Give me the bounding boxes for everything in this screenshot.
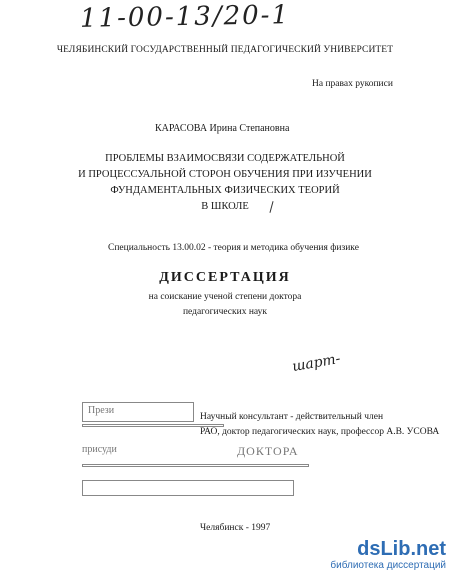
city-year: Челябинск - 1997 [200, 523, 271, 533]
stamp-rule [82, 464, 309, 467]
degree-line: педагогических наук [182, 307, 268, 317]
university-name: ЧЕЛЯБИНСКИЙ ГОСУДАРСТВЕННЫЙ ПЕДАГОГИЧЕСКИЙ УНИВЕРСИТЕТ [56, 45, 394, 55]
watermark-logo[interactable] [306, 538, 446, 578]
title-line: В ШКОЛЕ [201, 201, 249, 212]
title-line: И ПРОЦЕССУАЛЬНОЙ СТОРОН ОБУЧЕНИЯ ПРИ ИЗУЧЕНИИ [78, 169, 372, 180]
manuscript-rights-note: На правах рукописи [312, 79, 393, 89]
handwritten-reference-number: 11-00-13/20-1 [79, 0, 291, 34]
stamp-text: присуди [82, 444, 117, 455]
title-line: ПРОБЛЕМЫ ВЗАИМОСВЯЗИ СОДЕРЖАТЕЛЬНОЙ [105, 153, 345, 164]
handwritten-note: шарт- [290, 350, 342, 376]
scientific-advisor [200, 410, 439, 440]
title-line: ФУНДАМЕНТАЛЬНЫХ ФИЗИЧЕСКИХ ТЕОРИЙ [110, 185, 340, 196]
speciality-line: Специальность 13.00.02 - теория и методика обучения физике [108, 243, 359, 253]
logo-text: dsLib.net [357, 538, 446, 560]
stamp-frame [82, 480, 294, 496]
advisor-line: РАО, доктор педагогических наук, профессор А.В. УСОВА [200, 427, 440, 437]
degree-line: на соискание ученой степени доктора [148, 292, 302, 302]
degree-description [0, 290, 450, 320]
dissertation-title [0, 151, 450, 215]
dissertation-heading: ДИССЕРТАЦИЯ [159, 270, 291, 285]
stamp-text: Прези [88, 405, 115, 416]
author-name: КАРАСОВА Ирина Степановна [155, 123, 290, 134]
stamp-text: ДОКТОРА [237, 444, 299, 458]
advisor-line: Научный консультант - действительный член [200, 412, 384, 422]
logo-subtitle: библиотека диссертаций [330, 560, 446, 571]
